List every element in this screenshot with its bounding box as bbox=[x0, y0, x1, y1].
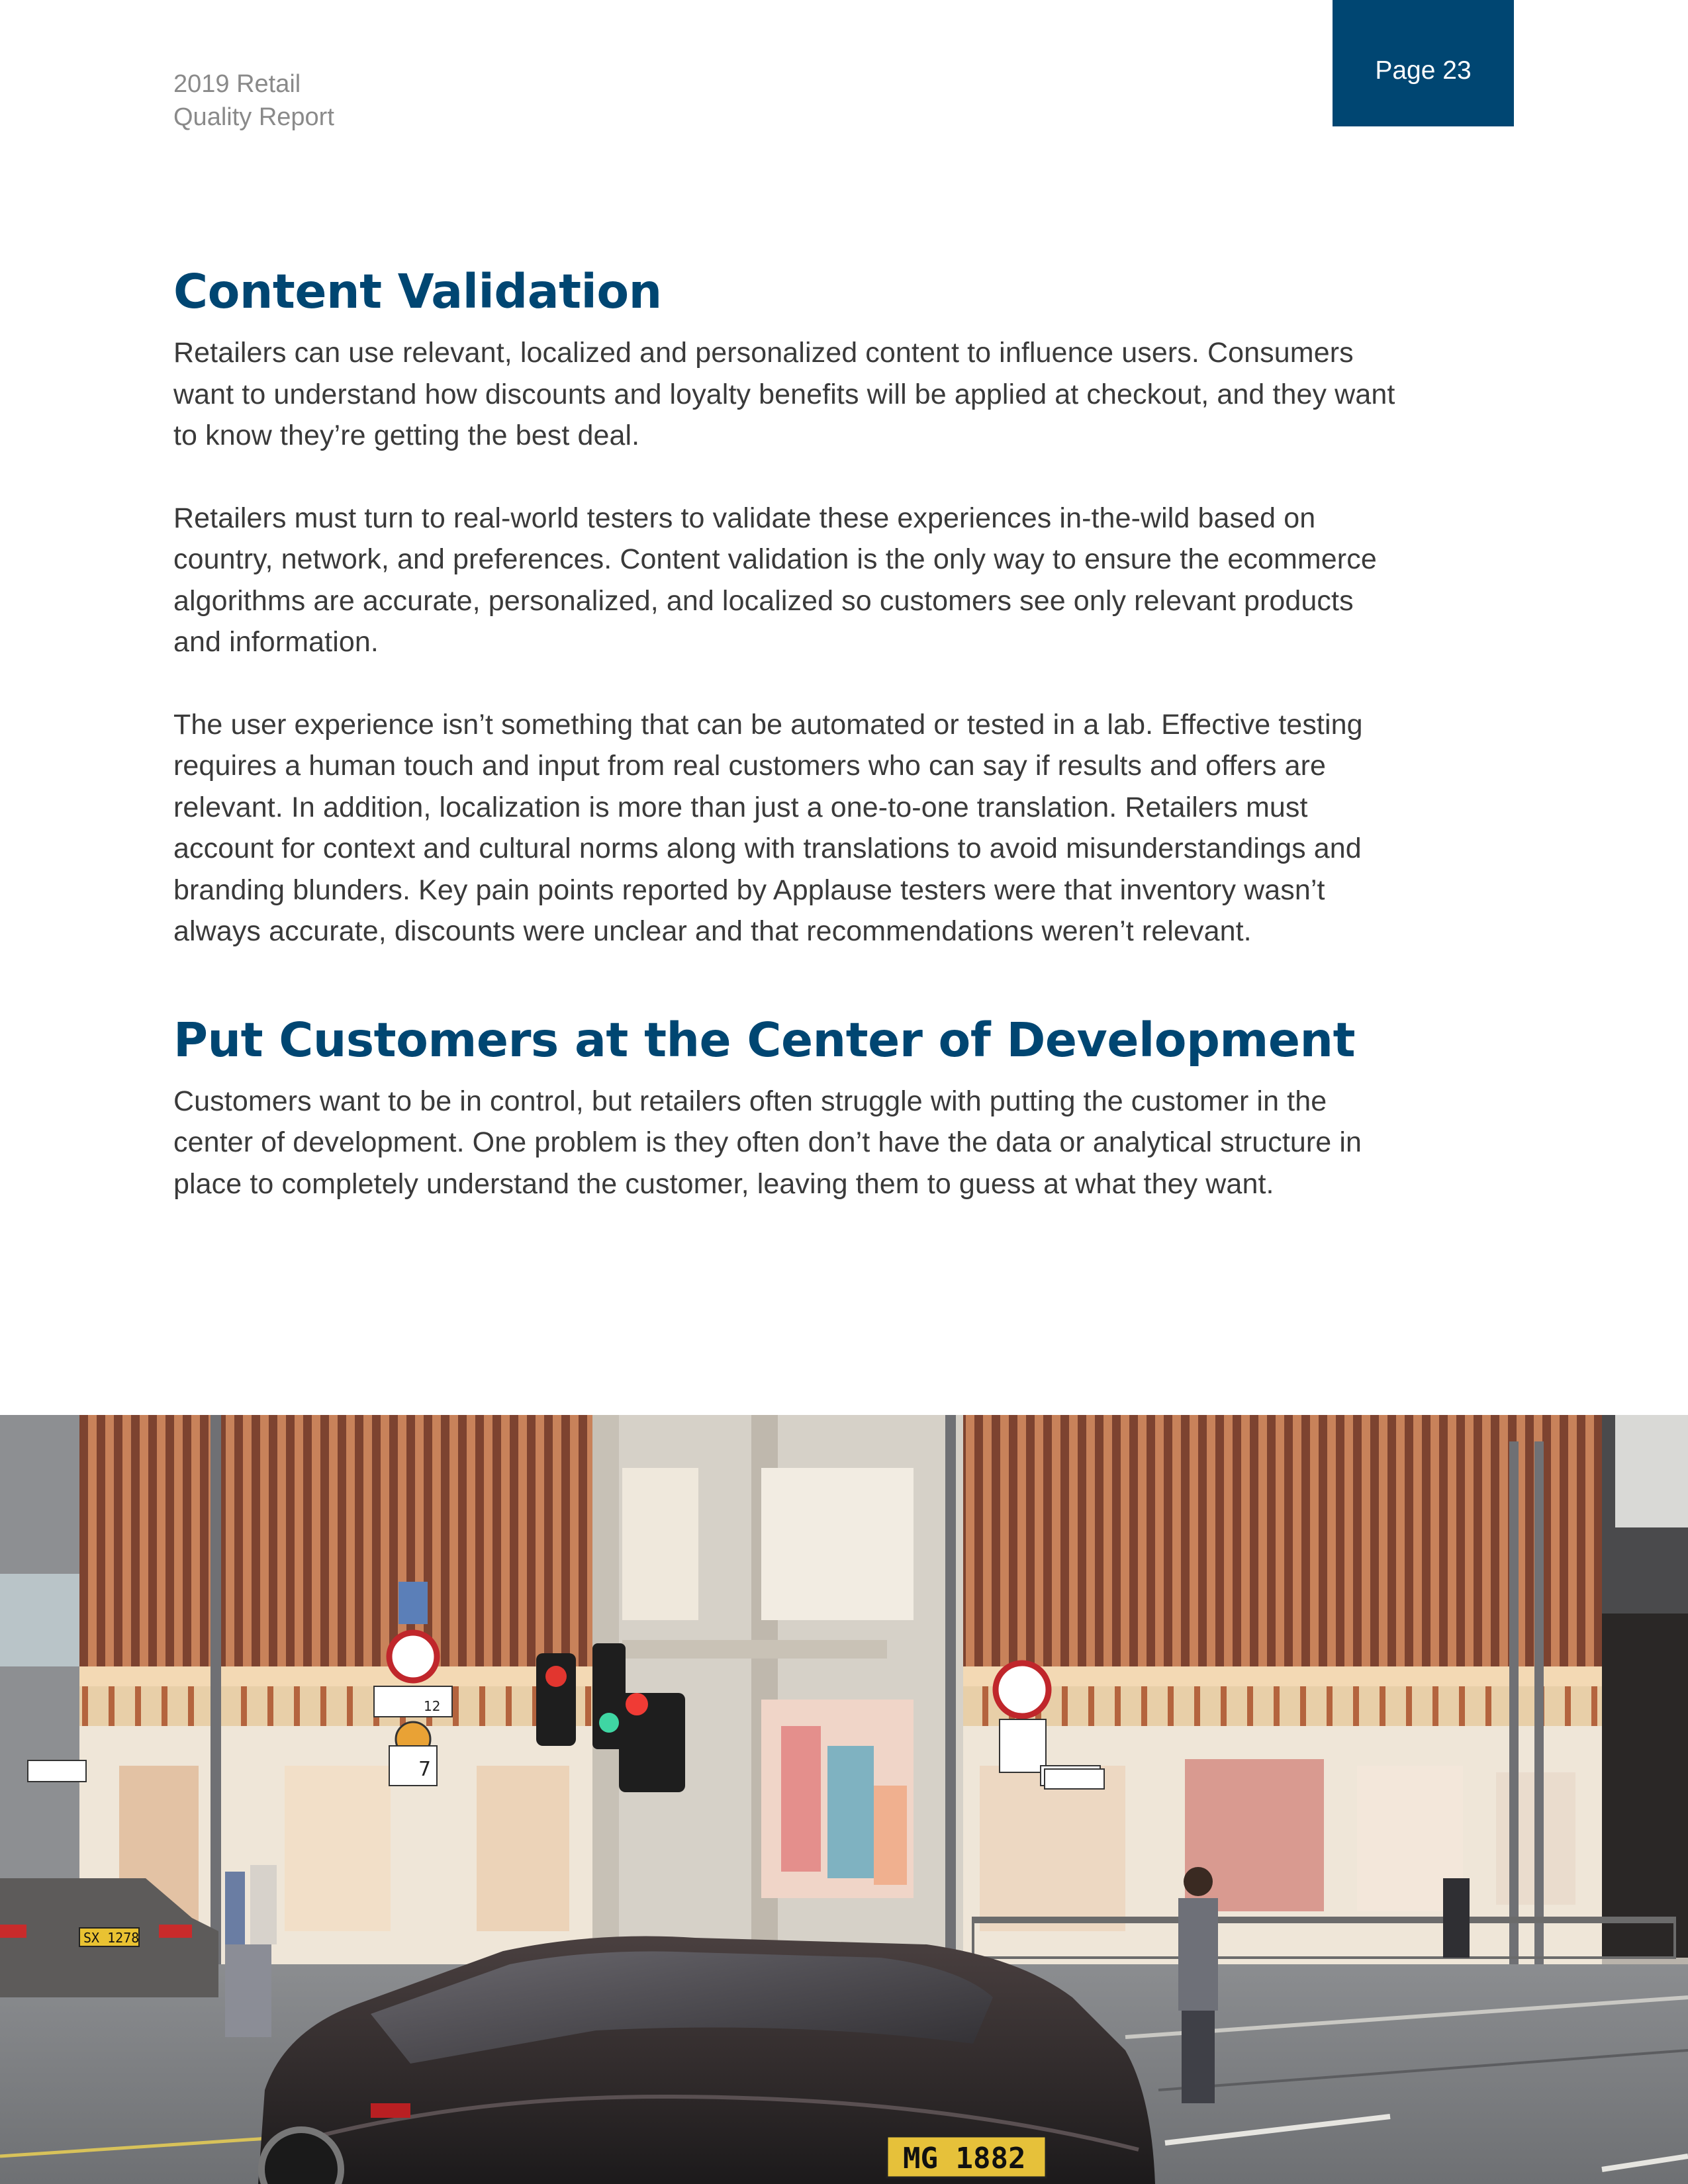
street-photo bbox=[0, 1415, 1688, 2184]
sign-distance-text: 12 bbox=[424, 1698, 441, 1714]
sign-number-text: 7 bbox=[418, 1758, 432, 1781]
paragraph-2: Retailers must turn to real-world testers to validate these experiences in-the-wild based on country, network, and preferences. Content validation is the only way to ensure the ecommerce algorithms are accurate, personalized, and localized so customers see only relevant products and information. bbox=[173, 502, 1377, 658]
page-number-tab bbox=[1333, 0, 1514, 126]
left-car-plate: SX 1278 bbox=[83, 1930, 140, 1946]
page-number-label: Page 23 bbox=[1375, 56, 1472, 85]
main-content bbox=[173, 261, 1405, 1205]
main-car-plate: MG 1882 bbox=[903, 2142, 1026, 2175]
document-title bbox=[173, 68, 334, 134]
section-heading-customers-center: Put Customers at the Center of Development bbox=[173, 1012, 1356, 1068]
document-title-line1: 2019 Retail bbox=[173, 70, 301, 98]
section-heading-content-validation: Content Validation bbox=[173, 264, 662, 319]
paragraph-3: The user experience isn’t something that can be automated or tested in a lab. Effective testing requires a human touch and input from real customers who can say if results and offers are relevant. In addition, localization is more than just a one-to-one translation. Retailers must account for context and cultural norms along with translations to avoid misunderstandings and branding blunders. Key pain points reported by Applause testers were that inventory wasn’t always accurate, discounts were unclear and that recommendations weren’t relevant. bbox=[173, 708, 1363, 947]
document-title-line2: Quality Report bbox=[173, 103, 334, 131]
paragraph-4: Customers want to be in control, but retailers often struggle with putting the customer in the center of development. One problem is they often don’t have the data or analytical structure in place to completely understand the customer, leaving them to guess at what they want. bbox=[173, 1085, 1362, 1200]
paragraph-1: Retailers can use relevant, localized and personalized content to influence users. Consumers want to understand how discounts and loyalty benefits will be applied at checkout, and they want to know they’re getting the best deal. bbox=[173, 337, 1395, 451]
